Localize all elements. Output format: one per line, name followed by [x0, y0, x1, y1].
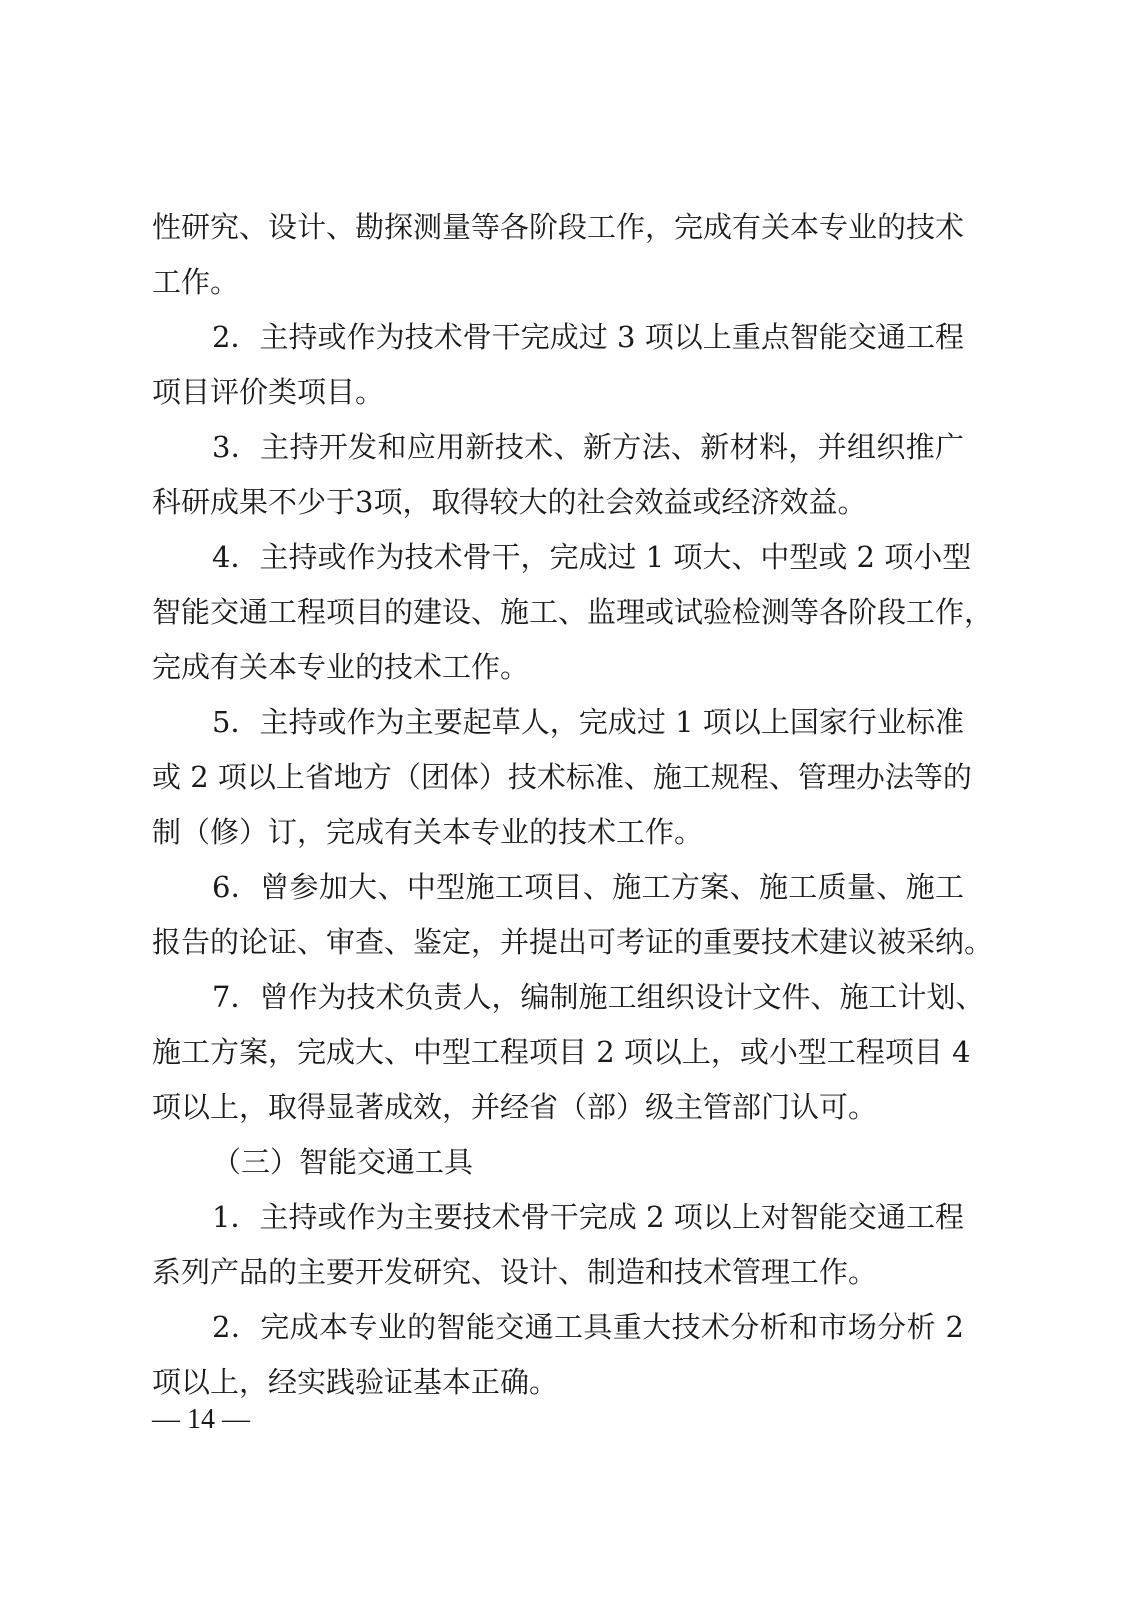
paragraph-line: 性研究、设计、勘探测量等各阶段工作，完成有关本专业的技术 [152, 210, 965, 244]
item-3-line: 3．主持开发和应用新技术、新方法、新材料，并组织推广 [212, 430, 964, 464]
paragraph-line: 工作。 [152, 265, 240, 299]
item-5-line: 5．主持或作为主要起草人，完成过 1 项以上国家行业标准 [212, 705, 964, 739]
item-2-line: 项目评价类项目。 [152, 375, 385, 409]
item-4-line: 智能交通工程项目的建设、施工、监理或试验检测等各阶段工作， [152, 595, 994, 629]
item-5-line: 或 2 项以上省地方（团体）技术标准、施工规程、管理办法等的 [152, 760, 972, 794]
item-4-line: 完成有关本专业的技术工作。 [152, 650, 530, 684]
body-text [152, 200, 994, 1410]
item-6-line: 6．曾参加大、中型施工项目、施工方案、施工质量、施工 [212, 870, 964, 904]
tool-item-2-line: 项以上，经实践验证基本正确。 [152, 1365, 559, 1399]
item-7-line: 施工方案，完成大、中型工程项目 2 项以上，或小型工程项目 4 [152, 1035, 971, 1069]
page-number: — 14 — [152, 1404, 250, 1435]
item-6-line: 报告的论证、审查、鉴定，并提出可考证的重要技术建议被采纳。 [152, 925, 994, 959]
item-4-line: 4．主持或作为技术骨干，完成过 1 项大、中型或 2 项小型 [212, 540, 972, 574]
tool-item-1-line: 1．主持或作为主要技术骨干完成 2 项以上对智能交通工程 [212, 1200, 964, 1234]
section-heading: （三）智能交通工具 [212, 1145, 474, 1179]
tool-item-2-line: 2．完成本专业的智能交通工具重大技术分析和市场分析 2 [212, 1310, 964, 1344]
item-3-line: 科研成果不少于3项，取得较大的社会效益或经济效益。 [152, 485, 867, 519]
item-2-line: 2．主持或作为技术骨干完成过 3 项以上重点智能交通工程 [212, 320, 964, 354]
item-5-line: 制（修）订，完成有关本专业的技术工作。 [152, 815, 704, 849]
tool-item-1-line: 系列产品的主要开发研究、设计、制造和技术管理工作。 [152, 1255, 878, 1289]
item-7-line: 项以上，取得显著成效，并经省（部）级主管部门认可。 [152, 1090, 878, 1124]
item-7-line: 7．曾作为技术负责人，编制施工组织设计文件、施工计划、 [212, 980, 985, 1014]
